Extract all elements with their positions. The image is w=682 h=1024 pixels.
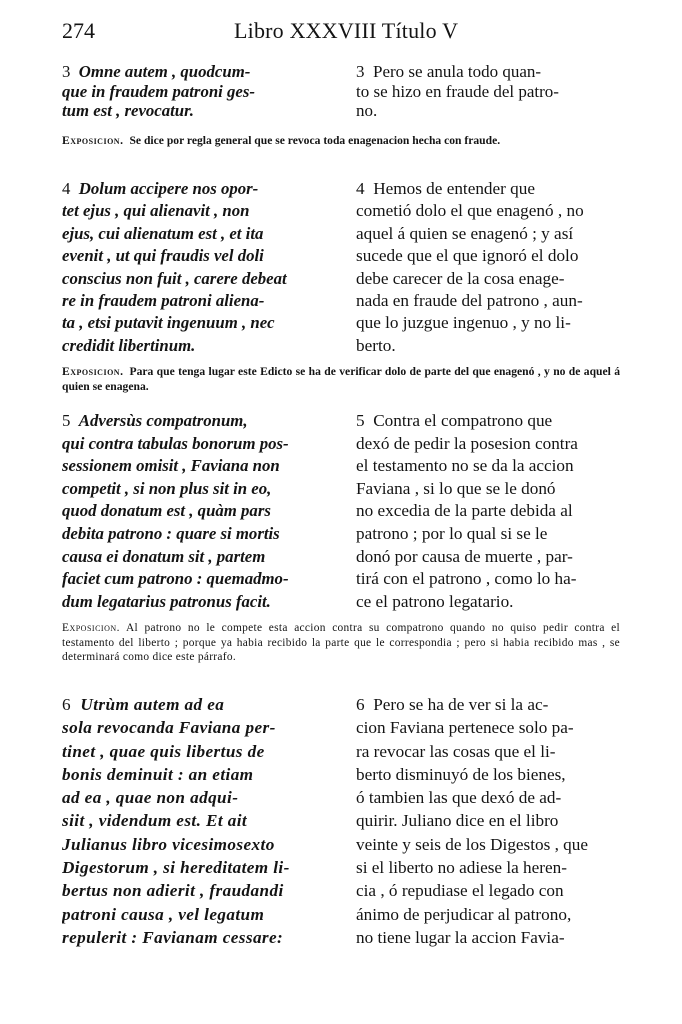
exposicion-label: Exposicion. [62,134,124,147]
latin-text-4 [62,178,340,358]
latin-paragraph: Dolum accipere nos opor- tet ejus , qui alienavit , non ejus, cui alienatum est , et ita evenit , ut qui fraudis vel doli conscius non fuit , carere debeat re in fraudem patroni aliena- ta , etsi putavit ingenuum , nec credidit libertinum. [62,179,287,355]
section-number: 3 [356,62,365,81]
section-6 [62,693,620,951]
page-header [62,18,622,54]
exposicion-4 [62,364,620,394]
section-4 [62,178,620,358]
spanish-text-5 [356,410,620,614]
spanish-paragraph: Pero se ha de ver si la ac- cion Faviana pertenece solo pa- ra revocar las cosas que el li- berto disminuyó de los bienes, ó tambien las que dexó de ad- quirir. Juliano dice en el libro veinte y seis de los Digestos , que si el liberto no adiese la heren- cia , ó repudiase el legado con ánimo de perjudicar al patrono, no tiene lugar la accion Favia- [356,695,588,947]
section-number: 5 [356,411,365,430]
exposicion-text: Al patrono no le compete esta accion contra su compatrono quando no quiso pedir contra el testamento del liberto ; porque ya habia recibido la parte que le correspondia ; pero si habia recibido mas , se determinará como dice este párrafo. [62,622,620,664]
running-title: Libro XXXVIII Título V [234,18,459,43]
exposicion-label: Exposicion. [62,622,120,634]
section-number: 6 [356,695,365,714]
spanish-paragraph: Contra el compatrono que dexó de pedir la posesion contra el testamento no se da la accion Faviana , si lo que se le donó no excedia de la parte debida al patrono ; por lo qual si se le donó por causa de muerte , par- tirá con el patrono , como lo ha- ce el patrono legatario. [356,411,578,611]
spanish-text-6 [356,693,620,951]
latin-text-3 [62,62,340,122]
spanish-text-3 [356,62,620,122]
latin-text-5 [62,410,340,614]
latin-text-6 [62,693,340,951]
exposicion-3 [62,133,620,148]
section-5 [62,410,620,614]
exposicion-5 [62,621,620,665]
page-number: 274 [62,18,95,43]
section-3 [62,62,620,122]
exposicion-text: Se dice por regla general que se revoca toda enagenacion hecha con fraude. [129,134,501,147]
latin-paragraph: Utrùm autem ad ea sola revocanda Faviana per- tinet , quae quis libertus de bonis deminuit : an etiam ad ea , quae non adqui- siit , videndum est. Et ait Julianus libro vicesimosexto Digestorum , si hereditatem li- bertus non adierit , fraudandi patroni causa , vel legatum repulerit : Favianam cessare: [62,695,290,947]
exposicion-label: Exposicion. [62,365,124,378]
section-number: 5 [62,411,71,430]
section-number: 6 [62,695,71,714]
spanish-paragraph: Pero se anula todo quan- to se hizo en fraude del patro- no. [356,62,559,120]
section-number: 3 [62,62,71,81]
section-number: 4 [356,179,365,198]
spanish-text-4 [356,178,620,358]
section-number: 4 [62,179,71,198]
spanish-paragraph: Hemos de entender que cometió dolo el que enagenó , no aquel á quien se enagenó ; y así sucede que el que ignoró el dolo debe carecer de la cosa enage- nada en fraude del patrono , aun- que lo juzgue ingenuo , y no li- berto. [356,179,584,355]
exposicion-text: Para que tenga lugar este Edicto se ha de verificar dolo de parte del que enagenó , y no de aquel á quien se enagena. [62,365,620,393]
latin-paragraph: Omne autem , quodcum- que in fraudem patroni ges- tum est , revocatur. [62,62,256,120]
latin-paragraph: Adversùs compatronum, qui contra tabulas bonorum pos- sessionem omisit , Faviana non competit , si non plus sit in eo, quod donatum est , quàm pars debita patrono : quare si mortis causa ei donatum sit , partem faciet cum patrono : quemadmo- dum legatarius patronus facit. [62,411,289,611]
